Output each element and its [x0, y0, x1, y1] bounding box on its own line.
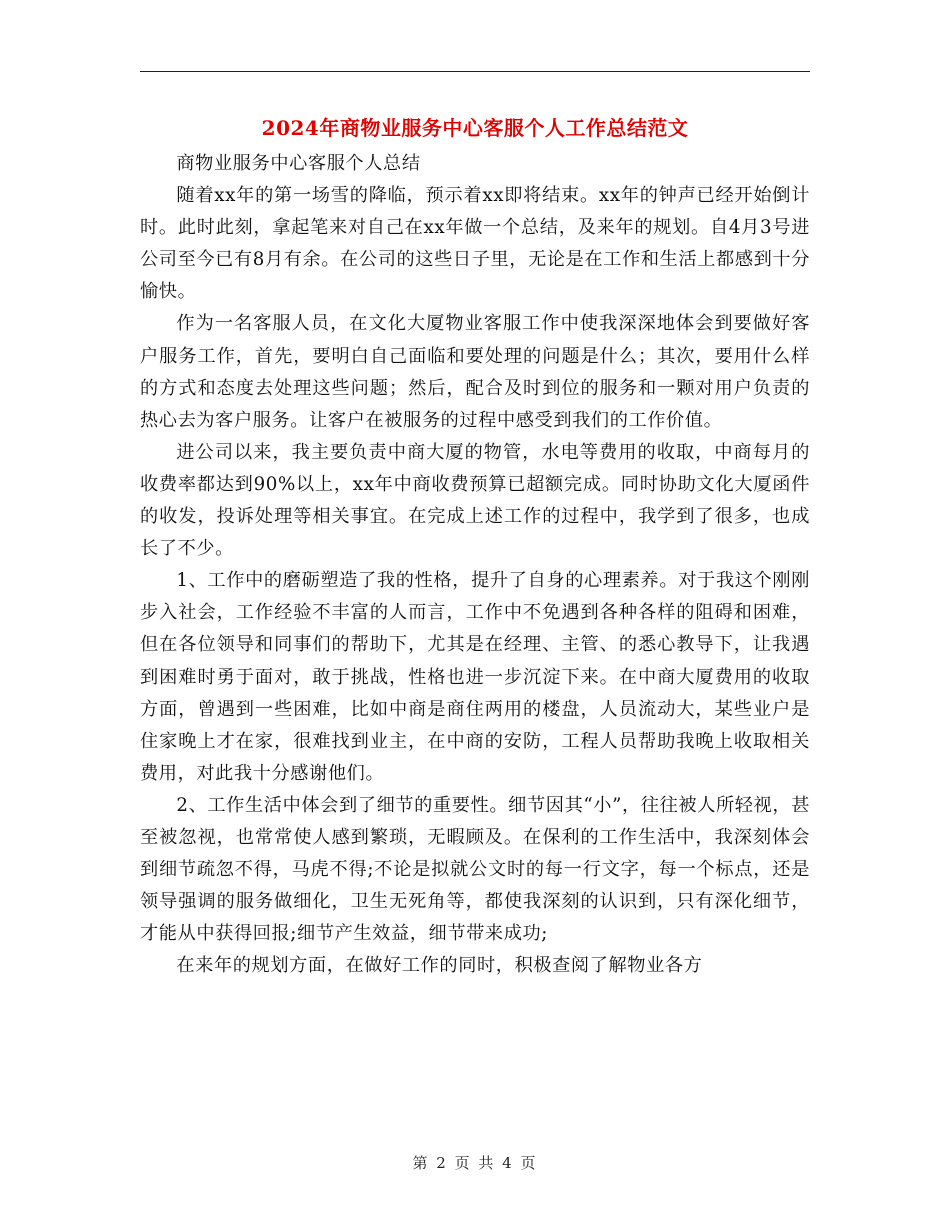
document-title: 2024年商物业服务中心客服个人工作总结范文: [261, 116, 689, 140]
paragraph-subtitle: 商物业服务中心客服个人总结: [176, 153, 421, 174]
document-body: [140, 148, 810, 982]
paragraph: 随着xx年的第一场雪的降临，预示着xx即将结束。xx年的钟声已经开始倒计时。此时此刻，拿起笔来对自己在xx年做一个总结，及来年的规划。自4月3号进公司至今已有8月有余。在公司的这些日子里，无论是在工作和生活上都感到十分愉快。: [140, 185, 810, 303]
paragraph: 在来年的规划方面，在做好工作的同时，积极查阅了解物业各方: [176, 955, 703, 977]
paragraph: 1、工作中的磨砺塑造了我的性格，提升了自身的心理素养。对于我这个刚刚步入社会，工作经验不丰富的人而言，工作中不免遇到各种各样的阻碍和困难，但在各位领导和同事们的帮助下，尤其是在经理、主管、的悉心教导下，让我遇到困难时勇于面对，敢于挑战，性格也进一步沉淀下来。在中商大厦费用的收取方面，曾遇到一些困难，比如中商是商住两用的楼盘，人员流动大，某些业户是住家晚上才在家，很难找到业主，在中商的安防，工程人员帮助我晚上收取相关费用，对此我十分感谢他们。: [140, 570, 810, 784]
header-rule: [140, 71, 810, 72]
paragraph: 2、工作生活中体会到了细节的重要性。细节因其“小”，往往被人所轻视，甚至被忽视，也常常使人感到繁琐，无暇顾及。在保利的工作生活中，我深刻体会到细节疏忽不得，马虎不得;不论是拟就公文时的每一行文字，每一个标点，还是领导强调的服务做细化，卫生无死角等，都使我深刻的认识到，只有深化细节，才能从中获得回报;细节产生效益，细节带来成功;: [140, 794, 810, 945]
paragraph: 作为一名客服人员，在文化大厦物业客服工作中使我深深地体会到要做好客户服务工作，首先，要明白自己面临和要处理的问题是什么；其次，要用什么样的方式和态度去处理这些问题；然后，配合及时到位的服务和一颗对用户负责的热心去为客户服务。让客户在被服务的过程中感受到我们的工作价值。: [140, 313, 810, 431]
paragraph: 进公司以来，我主要负责中商大厦的物管，水电等费用的收取，中商每月的收费率都达到90%以上，xx年中商收费预算已超额完成。同时协助文化大厦函件的收发，投诉处理等相关事宜。在完成上述工作的过程中，我学到了很多，也成长了不少。: [140, 441, 810, 560]
page-number-footer: 第 2 页 共 4 页: [412, 1154, 538, 1172]
